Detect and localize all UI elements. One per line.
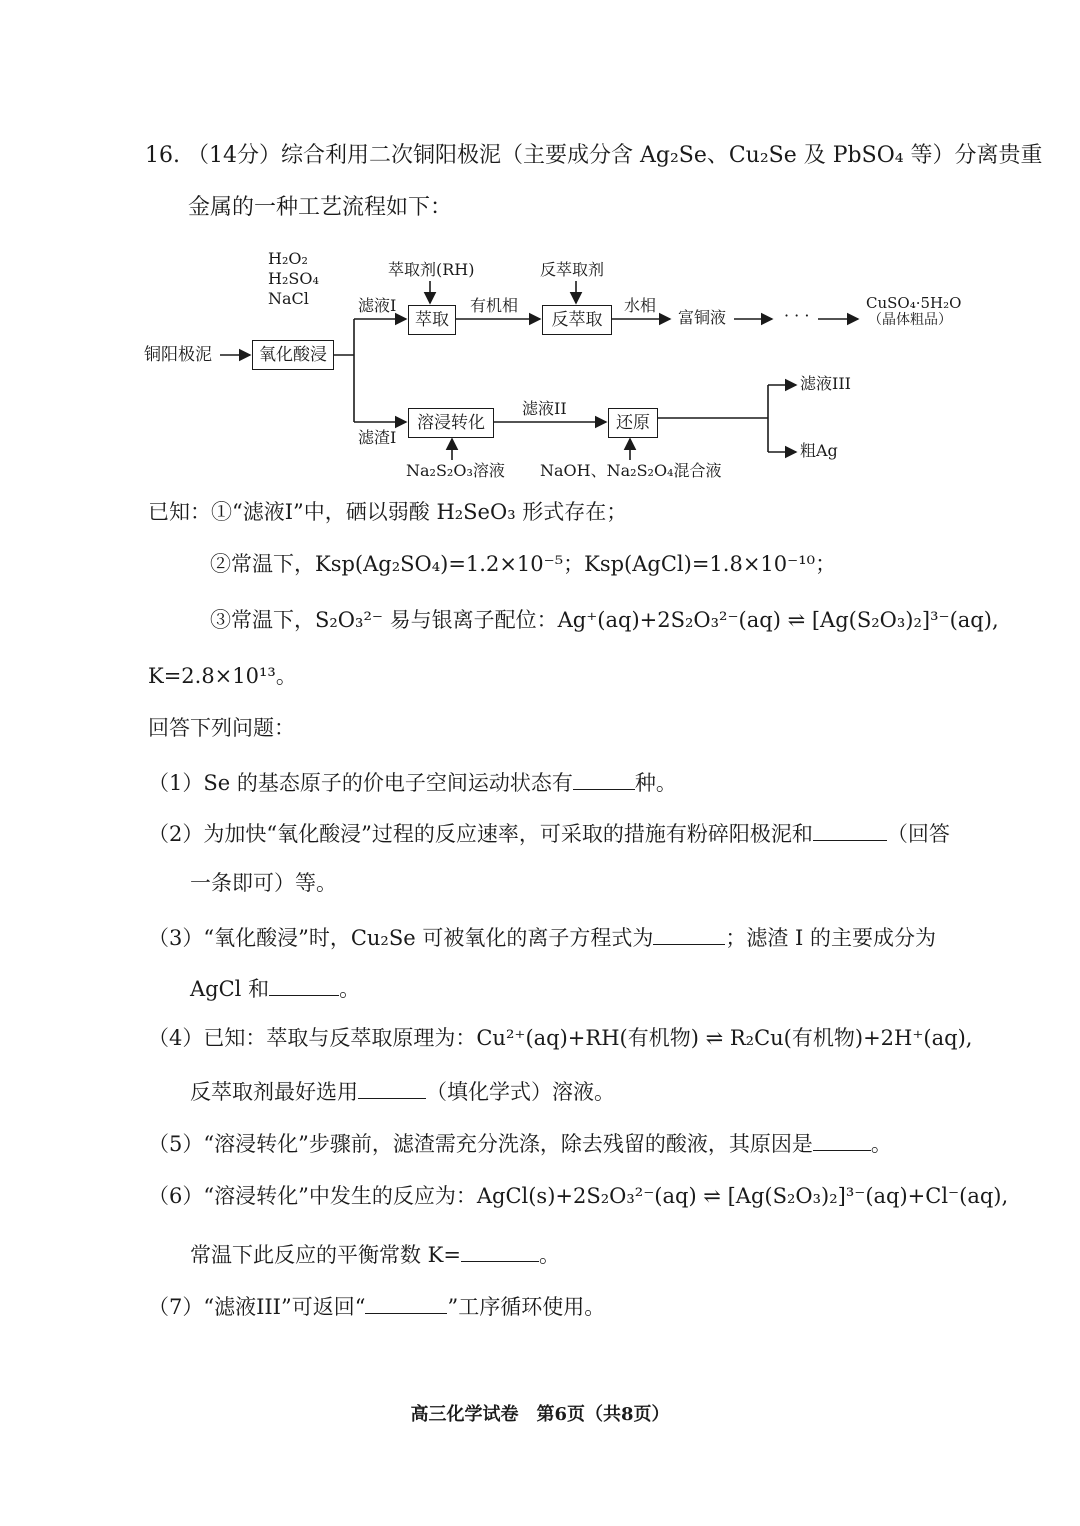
reduce-box: 还原 xyxy=(608,408,658,438)
reagent-h2o2: H₂O₂ xyxy=(268,249,308,268)
q1-text: （1）Se 的基态原子的价电子空间运动状态有 xyxy=(148,771,573,795)
product-cuso4: CuSO₄·5H₂O xyxy=(866,294,962,312)
q2-suffix: （回答 xyxy=(886,822,950,846)
q4-text: 反萃取剂最好选用 xyxy=(190,1080,358,1104)
start-material: 铜阳极泥 xyxy=(144,345,212,365)
crude-ag-label: 粗Ag xyxy=(800,441,838,460)
q7-suffix: ”工序循环使用。 xyxy=(447,1295,606,1319)
back-extract-box: 反萃取 xyxy=(542,305,612,335)
filtrate-1-label: 滤液I xyxy=(358,296,397,315)
aqueous-phase-label: 水相 xyxy=(624,296,657,315)
question-4: （4）已知：萃取与反萃取原理为：Cu²⁺(aq)+RH(有机物) ⇌ R₂Cu(有机物)+2H⁺(aq), xyxy=(148,1026,973,1050)
q3-agcl-text: AgCl 和 xyxy=(190,977,270,1001)
continuation-dots: · · · xyxy=(784,306,810,325)
answer-prompt: 回答下列问题： xyxy=(148,716,295,740)
q4-answer-blank[interactable] xyxy=(358,1077,426,1099)
known-2: ②常温下，Ksp(Ag₂SO₄)=1.2×10⁻⁵；Ksp(AgCl)=1.8×10⁻¹⁰； xyxy=(210,552,837,576)
known-3: ③常温下，S₂O₃²⁻ 易与银离子配位：Ag⁺(aq)+2S₂O₃²⁻(aq) ⇌ [Ag(S₂O₃)₂]³⁻(aq), xyxy=(210,608,999,632)
reagents-top xyxy=(268,249,319,309)
filtrate-2-label: 滤液II xyxy=(522,399,567,418)
q3-middle: ；滤渣 I 的主要成分为 xyxy=(725,926,936,950)
question-5 xyxy=(148,1129,892,1157)
extract-box: 萃取 xyxy=(408,305,456,335)
q4-continuation xyxy=(190,1077,615,1105)
q2-answer-blank[interactable] xyxy=(813,819,887,841)
question-3 xyxy=(148,923,936,951)
q5-answer-blank[interactable] xyxy=(813,1129,871,1151)
q3-period: 。 xyxy=(339,977,361,1001)
known-3-constant: K=2.8×10¹³。 xyxy=(148,664,297,688)
q3-residue-blank[interactable] xyxy=(269,974,339,996)
page-footer: 高三化学试卷 第6页（共8页） xyxy=(410,1404,670,1425)
question-1 xyxy=(148,768,677,796)
extractant-label: 萃取剂(RH) xyxy=(388,260,475,279)
q5-period: 。 xyxy=(870,1132,892,1156)
q1-answer-blank[interactable] xyxy=(573,768,635,790)
dissolve-convert-box: 溶浸转化 xyxy=(408,408,494,438)
question-2 xyxy=(148,819,950,847)
residue-1-label: 滤渣I xyxy=(358,428,397,447)
reagent-nacl: NaCl xyxy=(268,289,309,308)
q7-answer-blank[interactable] xyxy=(365,1292,447,1314)
q2-text: （2）为加快“氧化酸浸”过程的反应速率，可采取的措施有粉碎阳极泥和 xyxy=(148,822,813,846)
back-extractant-label: 反萃取剂 xyxy=(540,260,605,279)
question-stem-line2: 金属的一种工艺流程如下： xyxy=(188,195,453,220)
filtrate-3-label: 滤液III xyxy=(800,374,851,393)
q4-suffix: （填化学式）溶液。 xyxy=(426,1080,615,1104)
q6-answer-blank[interactable] xyxy=(461,1240,539,1262)
question-stem-line1: 16. （14分）综合利用二次铜阳极泥（主要成分含 Ag₂Se、Cu₂Se 及 PbSO₄ 等）分离贵重 xyxy=(145,143,1043,168)
oxidize-acid-leach-box: 氧化酸浸 xyxy=(252,340,334,370)
process-flowchart xyxy=(140,245,990,490)
product-crude-crystal-note: （晶体粗品） xyxy=(868,312,952,328)
q3-text: （3）“氧化酸浸”时，Cu₂Se 可被氧化的离子方程式为 xyxy=(148,926,654,950)
q5-text: （5）“溶浸转化”步骤前，滤渣需充分洗涤，除去残留的酸液，其原因是 xyxy=(148,1132,813,1156)
q7-text: （7）“滤液III”可返回“ xyxy=(148,1295,366,1319)
question-7 xyxy=(148,1292,605,1320)
question-6: （6）“溶浸转化”中发生的反应为：AgCl(s)+2S₂O₃²⁻(aq) ⇌ [Ag(S₂O₃)₂]³⁻(aq)+Cl⁻(aq), xyxy=(148,1184,1009,1208)
reduce-reagent-label: NaOH、Na₂S₂O₄混合液 xyxy=(540,461,722,480)
known-1: 已知：①“滤液I”中，硒以弱酸 H₂SeO₃ 形式存在； xyxy=(148,500,628,524)
na2s2o3-solution-label: Na₂S₂O₃溶液 xyxy=(406,461,505,480)
organic-phase-label: 有机相 xyxy=(470,296,519,315)
q2-continuation: 一条即可）等。 xyxy=(190,871,337,895)
q1-suffix: 种。 xyxy=(634,771,677,795)
q6-text: 常温下此反应的平衡常数 K= xyxy=(190,1243,461,1267)
q6-continuation xyxy=(190,1240,560,1268)
q6-period: 。 xyxy=(538,1243,560,1267)
q3-equation-blank[interactable] xyxy=(653,923,725,945)
reagent-h2so4: H₂SO₄ xyxy=(268,269,319,288)
q3-continuation xyxy=(190,974,360,1002)
rich-copper-liquid: 富铜液 xyxy=(678,308,727,327)
